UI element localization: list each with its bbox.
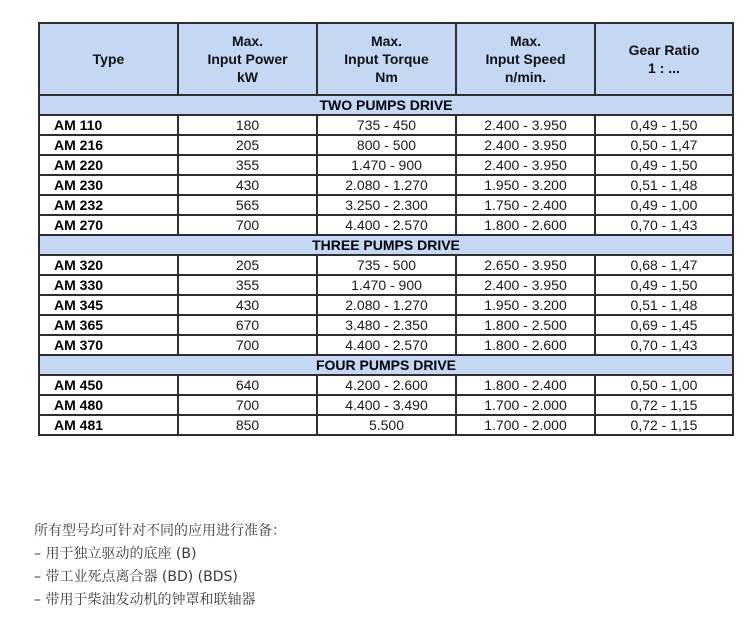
header-gear-ratio: Gear Ratio 1 : ...	[595, 23, 733, 95]
type-cell: AM 481	[39, 415, 178, 435]
gear-ratio-cell: 0,70 - 1,43	[595, 215, 733, 235]
type-cell: AM 232	[39, 195, 178, 215]
pump-drive-spec-table	[38, 22, 734, 436]
type-cell: AM 220	[39, 155, 178, 175]
gear-ratio-cell: 0,68 - 1,47	[595, 255, 733, 275]
gear-ratio-cell: 0,72 - 1,15	[595, 395, 733, 415]
input-power-cell: 430	[178, 175, 317, 195]
table-row	[39, 335, 733, 355]
type-cell: AM 365	[39, 315, 178, 335]
input-torque-cell: 2.080 - 1.270	[317, 175, 456, 195]
table-row	[39, 395, 733, 415]
input-speed-cell: 2.400 - 3.950	[456, 115, 595, 135]
input-speed-cell: 2.400 - 3.950	[456, 155, 595, 175]
table-row	[39, 295, 733, 315]
type-cell: AM 330	[39, 275, 178, 295]
type-cell: AM 110	[39, 115, 178, 135]
input-power-cell: 355	[178, 155, 317, 175]
gear-ratio-cell: 0,51 - 1,48	[595, 295, 733, 315]
input-power-cell: 850	[178, 415, 317, 435]
input-speed-cell: 1.800 - 2.500	[456, 315, 595, 335]
input-torque-cell: 4.400 - 2.570	[317, 335, 456, 355]
gear-ratio-cell: 0,49 - 1,50	[595, 115, 733, 135]
gear-ratio-cell: 0,72 - 1,15	[595, 415, 733, 435]
table-row	[39, 375, 733, 395]
input-torque-cell: 4.200 - 2.600	[317, 375, 456, 395]
input-power-cell: 700	[178, 215, 317, 235]
notes-block	[34, 520, 734, 612]
input-power-cell: 700	[178, 395, 317, 415]
type-cell: AM 320	[39, 255, 178, 275]
input-speed-cell: 2.650 - 3.950	[456, 255, 595, 275]
input-power-cell: 430	[178, 295, 317, 315]
section-row	[39, 235, 733, 255]
section-title: THREE PUMPS DRIVE	[39, 235, 733, 255]
input-torque-cell: 1.470 - 900	[317, 155, 456, 175]
gear-ratio-cell: 0,50 - 1,00	[595, 375, 733, 395]
gear-ratio-cell: 0,49 - 1,00	[595, 195, 733, 215]
type-cell: AM 480	[39, 395, 178, 415]
gear-ratio-cell: 0,49 - 1,50	[595, 275, 733, 295]
input-power-cell: 565	[178, 195, 317, 215]
header-type: Type	[39, 23, 178, 95]
table-row	[39, 415, 733, 435]
table-header	[39, 23, 733, 95]
table-row	[39, 115, 733, 135]
input-power-cell: 700	[178, 335, 317, 355]
type-cell: AM 216	[39, 135, 178, 155]
input-power-cell: 180	[178, 115, 317, 135]
header-input-torque: Max. Input Torque Nm	[317, 23, 456, 95]
type-cell: AM 270	[39, 215, 178, 235]
input-torque-cell: 5.500	[317, 415, 456, 435]
input-speed-cell: 1.950 - 3.200	[456, 295, 595, 315]
section-row	[39, 95, 733, 115]
input-torque-cell: 3.250 - 2.300	[317, 195, 456, 215]
header-input-speed: Max. Input Speed n/min.	[456, 23, 595, 95]
type-cell: AM 450	[39, 375, 178, 395]
input-torque-cell: 4.400 - 2.570	[317, 215, 456, 235]
input-power-cell: 205	[178, 135, 317, 155]
section-title: TWO PUMPS DRIVE	[39, 95, 733, 115]
table-row	[39, 195, 733, 215]
input-torque-cell: 4.400 - 3.490	[317, 395, 456, 415]
table-row	[39, 135, 733, 155]
gear-ratio-cell: 0,69 - 1,45	[595, 315, 733, 335]
input-speed-cell: 2.400 - 3.950	[456, 135, 595, 155]
header-row	[39, 23, 733, 95]
table-row	[39, 255, 733, 275]
input-speed-cell: 1.950 - 3.200	[456, 175, 595, 195]
type-cell: AM 345	[39, 295, 178, 315]
table-row	[39, 215, 733, 235]
gear-ratio-cell: 0,49 - 1,50	[595, 155, 733, 175]
gear-ratio-cell: 0,50 - 1,47	[595, 135, 733, 155]
input-power-cell: 670	[178, 315, 317, 335]
input-torque-cell: 3.480 - 2.350	[317, 315, 456, 335]
input-power-cell: 640	[178, 375, 317, 395]
section-title: FOUR PUMPS DRIVE	[39, 355, 733, 375]
gear-ratio-cell: 0,70 - 1,43	[595, 335, 733, 355]
input-speed-cell: 1.800 - 2.600	[456, 215, 595, 235]
table-row	[39, 175, 733, 195]
header-input-power: Max. Input Power kW	[178, 23, 317, 95]
input-torque-cell: 1.470 - 900	[317, 275, 456, 295]
input-speed-cell: 1.750 - 2.400	[456, 195, 595, 215]
input-speed-cell: 1.800 - 2.600	[456, 335, 595, 355]
input-power-cell: 355	[178, 275, 317, 295]
input-speed-cell: 1.700 - 2.000	[456, 395, 595, 415]
table-row	[39, 155, 733, 175]
notes-item-base: – 用于独立驱动的底座 (B)	[34, 546, 197, 562]
type-cell: AM 370	[39, 335, 178, 355]
input-torque-cell: 2.080 - 1.270	[317, 295, 456, 315]
table-body	[39, 95, 733, 435]
input-power-cell: 205	[178, 255, 317, 275]
input-speed-cell: 2.400 - 3.950	[456, 275, 595, 295]
notes-item-bellhousing: – 带用于柴油发动机的钟罩和联轴器	[34, 592, 256, 608]
notes-intro: 所有型号均可针对不同的应用进行准备：	[34, 523, 286, 539]
input-speed-cell: 1.700 - 2.000	[456, 415, 595, 435]
input-torque-cell: 800 - 500	[317, 135, 456, 155]
input-speed-cell: 1.800 - 2.400	[456, 375, 595, 395]
input-torque-cell: 735 - 500	[317, 255, 456, 275]
gear-ratio-cell: 0,51 - 1,48	[595, 175, 733, 195]
input-torque-cell: 735 - 450	[317, 115, 456, 135]
notes-item-clutch: – 带工业死点离合器 (BD) (BDS)	[34, 569, 238, 585]
table-row	[39, 275, 733, 295]
section-row	[39, 355, 733, 375]
type-cell: AM 230	[39, 175, 178, 195]
table-row	[39, 315, 733, 335]
